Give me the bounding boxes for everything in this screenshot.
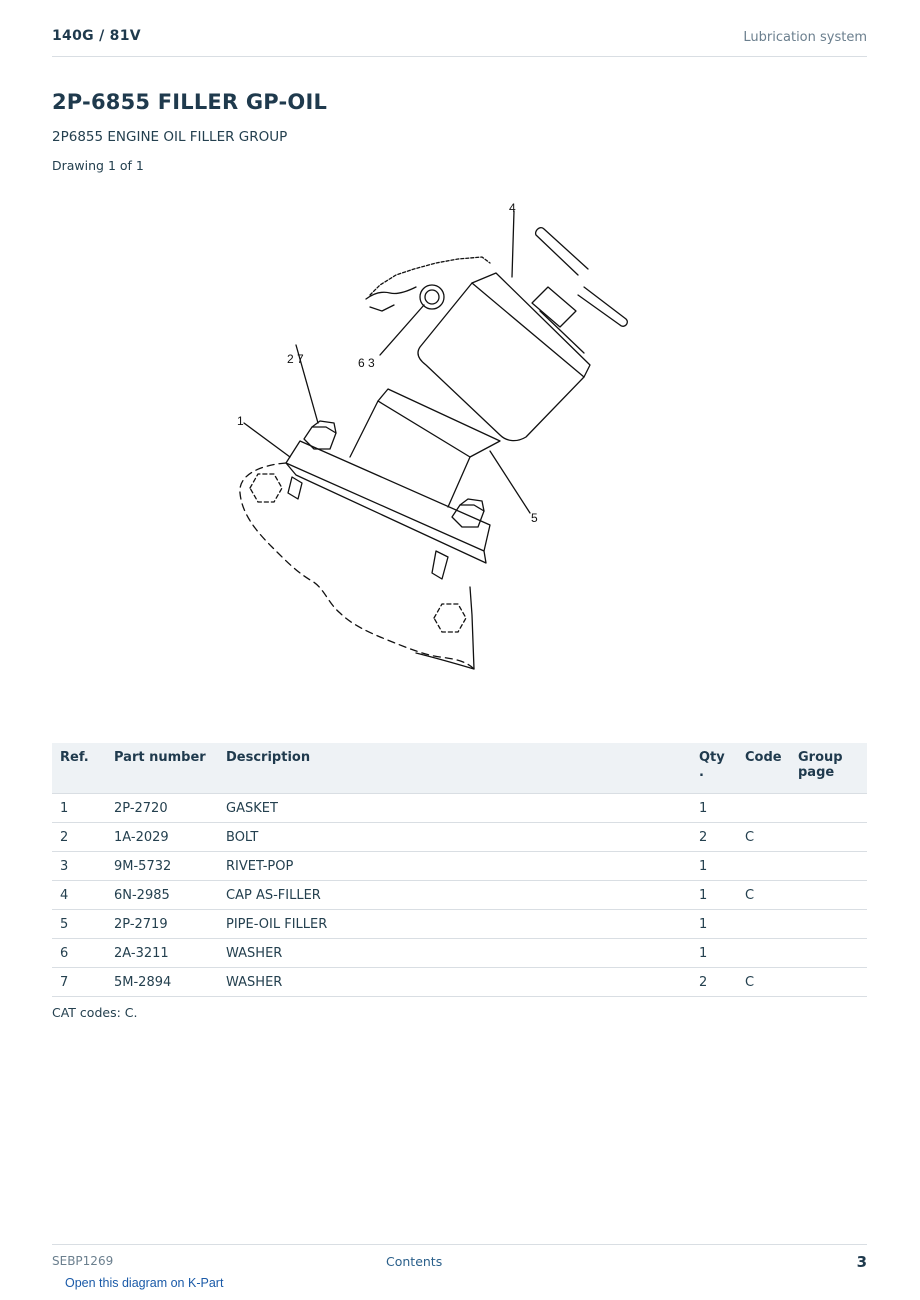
cell-part-number: 2A-3211 bbox=[106, 939, 218, 968]
page-subtitle: 2P6855 ENGINE OIL FILLER GROUP bbox=[52, 129, 288, 145]
callout-5: 5 bbox=[531, 511, 538, 525]
table-row bbox=[52, 939, 867, 968]
leader-1 bbox=[244, 423, 290, 457]
mounting-flange bbox=[286, 441, 490, 551]
cell-code: C bbox=[737, 823, 790, 852]
cell-group-page bbox=[790, 881, 867, 910]
cell-qty: 1 bbox=[691, 852, 737, 881]
table-row bbox=[52, 823, 867, 852]
stud-right bbox=[432, 551, 448, 579]
machine-model: 140G / 81V bbox=[52, 28, 141, 44]
cell-code: C bbox=[737, 881, 790, 910]
open-kpart-link[interactable]: Open this diagram on K-Part bbox=[65, 1276, 224, 1290]
cell-ref: 7 bbox=[52, 968, 106, 997]
cell-description: WASHER bbox=[218, 968, 691, 997]
page-footer bbox=[52, 1244, 867, 1275]
engine-block-bottom bbox=[416, 653, 474, 669]
cell-part-number: 6N-2985 bbox=[106, 881, 218, 910]
section-name: Lubrication system bbox=[743, 30, 867, 45]
header-group-page: Group page bbox=[790, 743, 867, 794]
table-row bbox=[52, 794, 867, 823]
page-number: 3 bbox=[856, 1253, 867, 1271]
filler-cap-rim bbox=[472, 273, 590, 377]
callout-6-3: 6 3 bbox=[358, 356, 375, 370]
hex-recess-right bbox=[434, 604, 466, 632]
cell-ref: 2 bbox=[52, 823, 106, 852]
page-header bbox=[52, 28, 867, 57]
cell-qty: 1 bbox=[691, 939, 737, 968]
cell-qty: 1 bbox=[691, 910, 737, 939]
contents-link[interactable]: Contents bbox=[386, 1254, 443, 1269]
filler-pipe bbox=[350, 401, 470, 507]
cell-qty: 1 bbox=[691, 881, 737, 910]
t-handle-shaft bbox=[532, 287, 576, 327]
cell-qty: 2 bbox=[691, 823, 737, 852]
filler-cap-body bbox=[418, 283, 584, 441]
header-ref: Ref. bbox=[52, 743, 106, 794]
cell-code: C bbox=[737, 968, 790, 997]
hex-recess-left bbox=[250, 474, 282, 502]
cell-code bbox=[737, 794, 790, 823]
cell-code bbox=[737, 852, 790, 881]
leader-4 bbox=[512, 211, 514, 277]
cell-qty: 2 bbox=[691, 968, 737, 997]
cell-description: RIVET-POP bbox=[218, 852, 691, 881]
cap-top bbox=[540, 311, 584, 353]
header-part-number: Part number bbox=[106, 743, 218, 794]
table-row bbox=[52, 968, 867, 997]
document-id: SEBP1269 bbox=[52, 1254, 114, 1268]
cell-description: BOLT bbox=[218, 823, 691, 852]
cell-ref: 4 bbox=[52, 881, 106, 910]
cell-code bbox=[737, 910, 790, 939]
cell-group-page bbox=[790, 823, 867, 852]
table-row bbox=[52, 881, 867, 910]
callout-4: 4 bbox=[509, 201, 516, 215]
cell-code bbox=[737, 939, 790, 968]
cat-codes-note: CAT codes: C. bbox=[52, 1005, 138, 1020]
cell-part-number: 9M-5732 bbox=[106, 852, 218, 881]
cell-description: WASHER bbox=[218, 939, 691, 968]
table-header-row bbox=[52, 743, 867, 794]
t-handle-bar bbox=[536, 228, 588, 275]
oil-filler-diagram bbox=[200, 195, 700, 705]
leader-5 bbox=[490, 451, 530, 513]
cell-part-number: 1A-2029 bbox=[106, 823, 218, 852]
cell-ref: 5 bbox=[52, 910, 106, 939]
page-title: 2P-6855 FILLER GP-OIL bbox=[52, 90, 328, 114]
cell-qty: 1 bbox=[691, 794, 737, 823]
filler-pipe-inner bbox=[378, 389, 500, 457]
chain bbox=[370, 257, 490, 295]
cell-ref: 6 bbox=[52, 939, 106, 968]
bolt-right bbox=[452, 505, 484, 527]
cell-description: PIPE-OIL FILLER bbox=[218, 910, 691, 939]
header-description: Description bbox=[218, 743, 691, 794]
stud-left bbox=[288, 477, 302, 499]
engine-block-edge bbox=[470, 587, 474, 669]
cell-description: GASKET bbox=[218, 794, 691, 823]
cell-group-page bbox=[790, 968, 867, 997]
callout-2-7: 2 7 bbox=[287, 352, 304, 366]
drawing-count: Drawing 1 of 1 bbox=[52, 158, 144, 173]
cell-group-page bbox=[790, 794, 867, 823]
cell-group-page bbox=[790, 939, 867, 968]
cell-group-page bbox=[790, 852, 867, 881]
table-row bbox=[52, 852, 867, 881]
callout-1: 1 bbox=[237, 414, 244, 428]
cell-ref: 1 bbox=[52, 794, 106, 823]
header-code: Code bbox=[737, 743, 790, 794]
cell-group-page bbox=[790, 910, 867, 939]
parts-table bbox=[52, 743, 867, 997]
cell-part-number: 2P-2719 bbox=[106, 910, 218, 939]
cell-ref: 3 bbox=[52, 852, 106, 881]
header-qty: Qty . bbox=[691, 743, 737, 794]
cell-part-number: 2P-2720 bbox=[106, 794, 218, 823]
cell-description: CAP AS-FILLER bbox=[218, 881, 691, 910]
flange-thickness bbox=[286, 463, 486, 563]
table-row bbox=[52, 910, 867, 939]
leader-6-3 bbox=[380, 305, 424, 355]
cell-part-number: 5M-2894 bbox=[106, 968, 218, 997]
t-handle-cross bbox=[578, 287, 627, 326]
bolt-left bbox=[304, 427, 336, 449]
